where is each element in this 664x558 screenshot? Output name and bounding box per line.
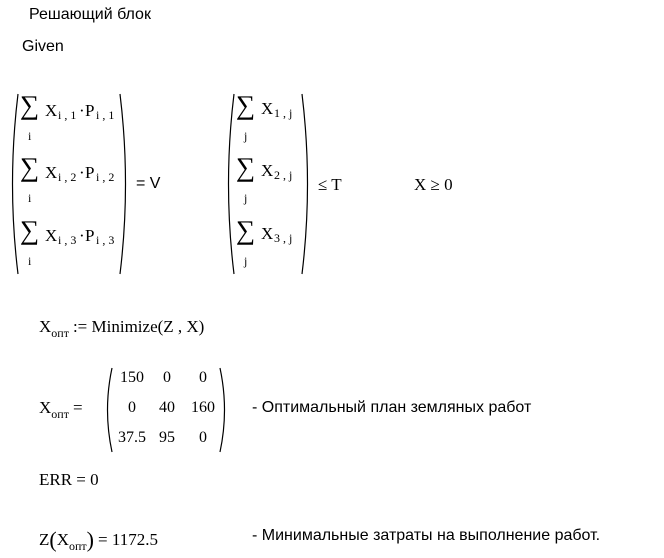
minimize-statement xyxy=(39,317,205,340)
x-symbol: X xyxy=(261,224,274,243)
matrix-cell: 0 xyxy=(163,369,171,386)
matrix-cell: 37.5 xyxy=(118,429,146,446)
sigma-icon: ∑ xyxy=(20,90,40,120)
cost-statement xyxy=(39,525,158,551)
p-subscript: i , 1 xyxy=(96,108,115,122)
open-paren: ( xyxy=(49,527,57,552)
matrix-cell: 0 xyxy=(199,369,207,386)
x-subscript: 3 , j xyxy=(274,231,293,245)
opt-subscript: опт xyxy=(51,407,69,421)
sigma-icon: ∑ xyxy=(236,152,256,182)
z-symbol: Z xyxy=(39,530,50,549)
matrix-cell: 95 xyxy=(159,429,175,446)
sum-index: i xyxy=(28,254,32,268)
p-symbol: P xyxy=(85,226,95,245)
close-paren: ) xyxy=(86,527,94,552)
matrix-cell: 0 xyxy=(199,429,207,446)
err-value: ERR = 0 xyxy=(39,470,99,489)
x-opt-symbol: X xyxy=(39,398,52,417)
opt-subscript: опт xyxy=(69,539,87,553)
plan-comment: - Оптимальный план земляных работ xyxy=(252,399,532,416)
x-subscript: i , 2 xyxy=(58,170,77,184)
block-title: Решающий блок xyxy=(29,6,151,23)
x-symbol: X xyxy=(45,101,58,120)
sigma-icon: ∑ xyxy=(20,152,40,182)
sum-index: i xyxy=(28,129,32,143)
x-symbol: X xyxy=(261,99,274,118)
matrix-cell: 150 xyxy=(120,369,144,386)
p-symbol: P xyxy=(85,163,95,182)
x-subscript: 2 , j xyxy=(274,168,293,182)
cost-value: = 1172.5 xyxy=(98,530,158,549)
matrix-cell: 160 xyxy=(191,399,215,416)
right-paren-icon xyxy=(300,92,316,276)
opt-subscript: опт xyxy=(51,326,69,340)
sum-index: j xyxy=(244,191,248,205)
x-subscript: i , 1 xyxy=(58,108,77,122)
right-paren-icon xyxy=(218,366,232,454)
x-symbol: X xyxy=(45,163,58,182)
multiply-dot: · xyxy=(79,163,85,182)
matrix-cell: 0 xyxy=(128,399,136,416)
x-symbol: X xyxy=(45,226,58,245)
multiply-dot: · xyxy=(79,226,85,245)
multiply-dot: · xyxy=(79,101,85,120)
sigma-icon: ∑ xyxy=(236,215,256,245)
minimize-call: := Minimize(Z , X) xyxy=(72,317,205,336)
equals-sign: = xyxy=(72,398,83,417)
right-paren-icon xyxy=(118,92,134,276)
less-equal-t: ≤ T xyxy=(318,175,342,194)
left-paren-icon xyxy=(4,92,20,276)
x-opt-result-label xyxy=(39,398,83,421)
left-paren-icon xyxy=(220,92,236,276)
sum-index: i xyxy=(28,191,32,205)
sum-index: j xyxy=(244,254,248,268)
matrix-cell: 40 xyxy=(159,399,175,416)
nonnegativity: X ≥ 0 xyxy=(414,175,453,194)
x-opt-symbol: X xyxy=(39,317,52,336)
p-subscript: i , 3 xyxy=(96,233,115,247)
sigma-icon: ∑ xyxy=(20,215,40,245)
given-label: Given xyxy=(22,38,64,55)
cost-comment: - Минимальные затраты на выполнение работ. xyxy=(252,527,601,544)
p-subscript: i , 2 xyxy=(96,170,115,184)
x-symbol: X xyxy=(261,161,274,180)
p-symbol: P xyxy=(85,101,95,120)
x-subscript: 1 , j xyxy=(274,106,293,120)
sigma-icon: ∑ xyxy=(236,90,256,120)
x-opt-symbol: X xyxy=(56,530,69,549)
equals-v: = V xyxy=(136,175,161,192)
sum-index: j xyxy=(244,129,248,143)
x-subscript: i , 3 xyxy=(58,233,77,247)
